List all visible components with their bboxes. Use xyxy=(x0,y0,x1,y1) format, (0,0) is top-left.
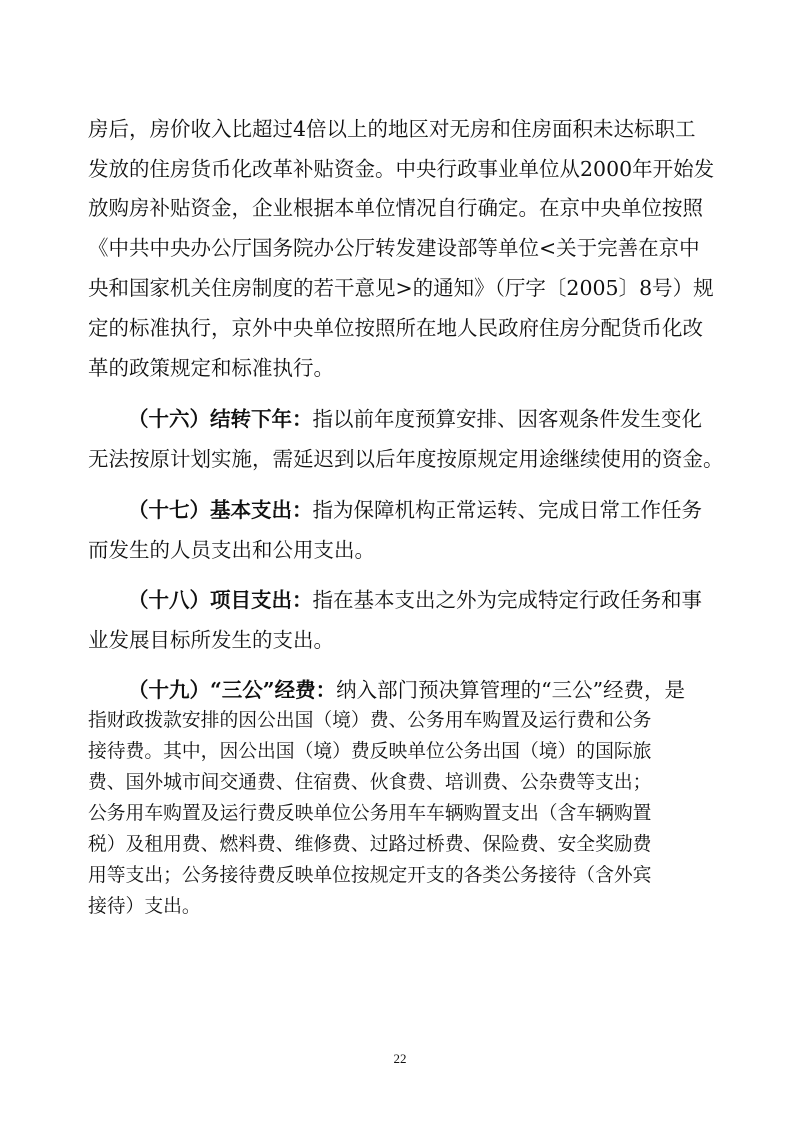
text-line: 房后，房价收入比超过4倍以上的地区对无房和住房面积未达标职工 xyxy=(88,117,696,141)
text-line: 用等支出；公务接待费反映单位按规定开支的各类公务接待（含外宾 xyxy=(88,865,652,886)
text-line: 接待）支出。 xyxy=(88,896,201,917)
definition-text: 纳入部门预决算管理的“三公”经费，是 xyxy=(336,678,686,702)
definition-text: 指为保障机构正常运转、完成日常工作任务 xyxy=(312,498,702,522)
text-line: 发放的住房货币化改革补贴资金。中央行政事业单位从2000年开始发 xyxy=(88,157,715,181)
text-line xyxy=(128,409,702,430)
definition-text: 指在基本支出之外为完成特定行政任务和事 xyxy=(312,588,702,612)
definition-term: （十七）基本支出： xyxy=(128,498,313,522)
definition-text: 指以前年度预算安排、因客观条件发生变化 xyxy=(312,407,702,431)
definition-term: （十九）“三公”经费： xyxy=(128,678,337,702)
text-line: 税）及租用费、燃料费、维修费、过路过桥费、保险费、安全奖励费 xyxy=(88,834,652,855)
text-line xyxy=(128,680,685,701)
text-line: 央和国家机关住房制度的若干意见>的通知》（厅字〔2005〕8号）规 xyxy=(88,276,714,300)
definition-term: （十八）项目支出： xyxy=(128,588,313,612)
text-line: 定的标准执行，京外中央单位按照所在地人民政府住房分配货币化改 xyxy=(88,316,703,340)
page-number: 22 xyxy=(393,1051,407,1066)
text-line: 《中共中央办公厅国务院办公厅转发建设部等单位<关于完善在京中 xyxy=(88,236,700,260)
text-line: 无法按原计划实施，需延迟到以后年度按原规定用途继续使用的资金。 xyxy=(88,447,724,471)
definition-term: （十六）结转下年： xyxy=(128,407,313,431)
text-line: 放购房补贴资金，企业根据本单位情况自行确定。在京中央单位按照 xyxy=(88,196,703,220)
text-line: 革的政策规定和标准执行。 xyxy=(88,356,334,380)
text-line xyxy=(128,590,702,611)
text-line: 业发展目标所发生的支出。 xyxy=(88,628,334,652)
text-line: 接待费。其中，因公出国（境）费反映单位公务出国（境）的国际旅 xyxy=(88,741,652,762)
text-line: 指财政拨款安排的因公出国（境）费、公务用车购置及运行费和公务 xyxy=(88,710,652,731)
text-line: 公务用车购置及运行费反映单位公务用车车辆购置支出（含车辆购置 xyxy=(88,803,652,824)
text-line: 费、国外城市间交通费、住宿费、伙食费、培训费、公杂费等支出； xyxy=(88,772,652,793)
text-line: 而发生的人员支出和公用支出。 xyxy=(88,538,375,562)
text-line xyxy=(128,500,702,521)
